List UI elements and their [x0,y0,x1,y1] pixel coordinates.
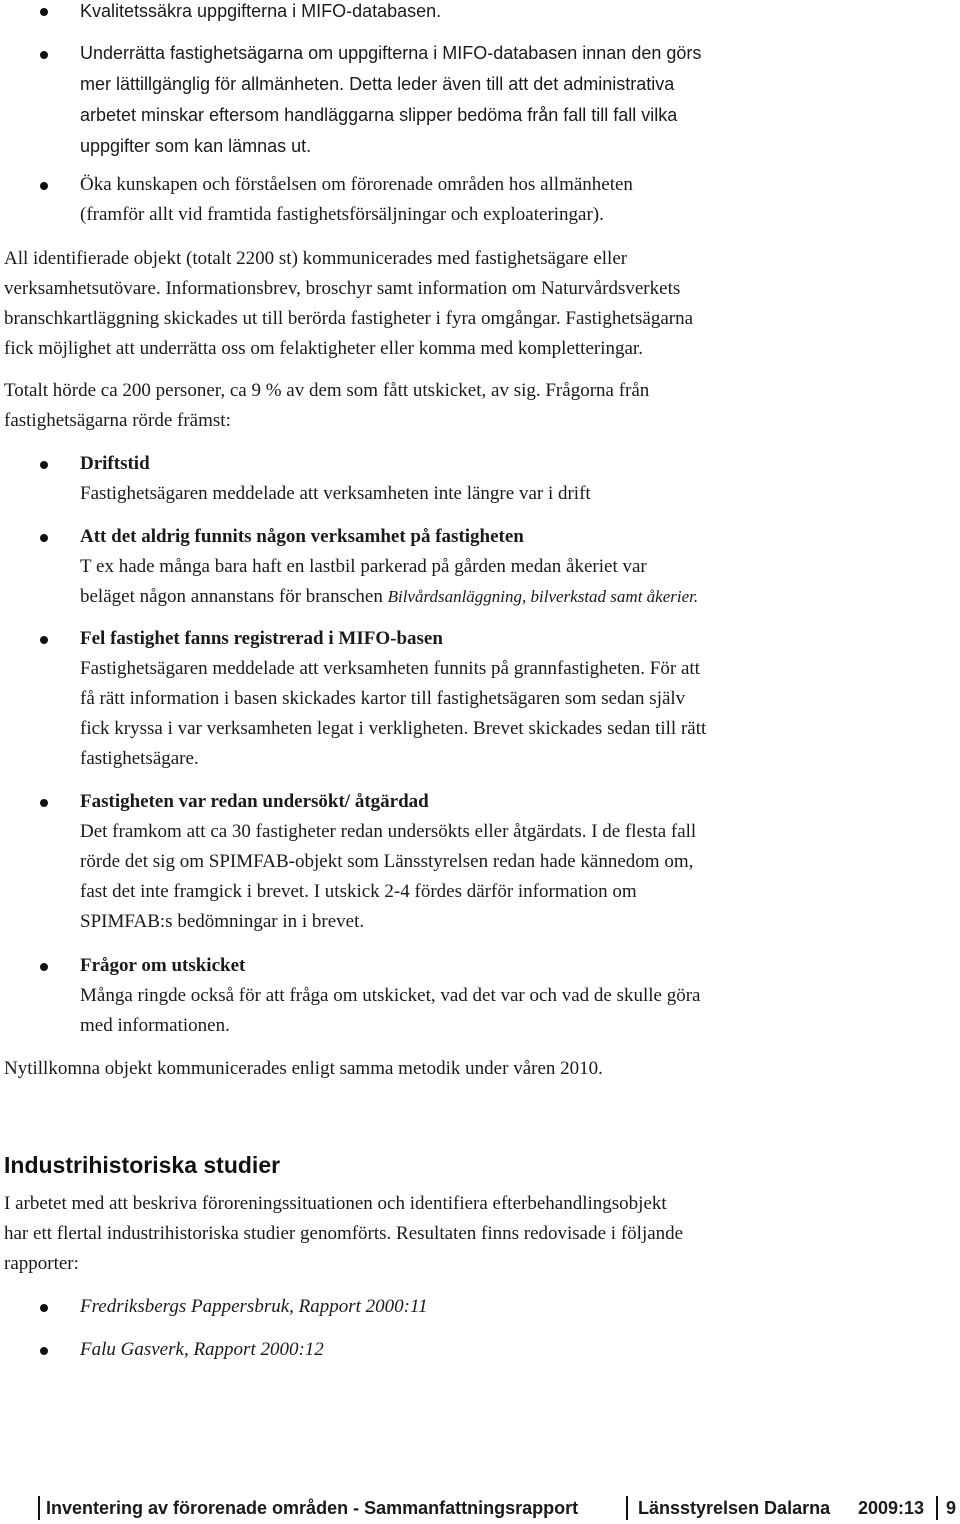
bullet-icon [40,963,48,971]
topic-line: SPIMFAB:s bedömningar in i brevet. [80,911,365,932]
paragraph-new-objects: Nytillkomna objekt kommunicerades enligt samma metodik under våren 2010. [4,1058,603,1079]
topic-item [80,951,700,1041]
paragraph-line: verksamhetsutövare. Informationsbrev, broschyr samt information om Naturvårdsverkets [4,278,681,299]
list-item [80,0,441,26]
section-paragraph [4,1189,683,1279]
bullet-icon [40,461,48,469]
list-item [80,38,701,162]
topic-line [80,582,698,612]
bullet-icon [40,636,48,644]
report-item: Falu Gasverk, Rapport 2000:12 [80,1339,324,1360]
bullet-icon [40,51,48,59]
topic-item [80,787,696,937]
topic-line: fastighetsägare. [80,748,199,769]
page-number: 9 [946,1498,957,1518]
report-item: Fredriksbergs Pappersbruk, Rapport 2000:11 [80,1296,428,1317]
footer-org: Länsstyrelsen Dalarna [638,1498,831,1518]
paragraph-line: fick möjlighet att underrätta oss om felaktigheter eller komma med kompletteringar. [4,338,643,359]
bullet-icon [40,1347,48,1355]
topic-line: Det framkom att ca 30 fastigheter redan undersökts eller åtgärdats. I de flesta fall [80,821,697,842]
list-item-line: uppgifter som kan lämnas ut. [80,136,312,156]
topic-line: Många ringde också för att fråga om utskicket, vad det var och vad de skulle göra [80,985,701,1006]
topic-line-text: beläget någon annanstans för branschen [80,586,388,607]
bullet-icon [40,1304,48,1312]
topic-line: rörde det sig om SPIMFAB-objekt som Länsstyrelsen redan hade kännedom om, [80,851,694,872]
topic-item [80,624,706,774]
topic-title: Frågor om utskicket [80,955,246,976]
topic-line: fast det inte framgick i brevet. I utskick 2-4 fördes därför information om [80,881,637,902]
topic-title: Fastigheten var redan undersökt/ åtgärdad [80,791,429,812]
list-item-line: Underrätta fastighetsägarna om uppgifterna i MIFO-databasen innan den görs [80,43,702,63]
bullet-icon [40,799,48,807]
paragraph-line: fastighetsägarna rörde främst: [4,410,231,431]
topic-line: med informationen. [80,1015,230,1036]
topic-line-italic: Bilvårdsanläggning, bilverkstad samt åkerier. [387,587,699,606]
topic-line: Fastighetsägaren meddelade att verksamheten funnits på grannfastigheten. För att [80,658,700,679]
paragraph-line: I arbetet med att beskriva föroreningssituationen och identifiera efterbehandlingsobjekt [4,1193,667,1214]
list-item [80,170,633,230]
paragraph-line: Totalt hörde ca 200 personer, ca 9 % av dem som fått utskicket, av sig. Frågorna från [4,380,650,401]
section-heading: Industrihistoriska studier [4,1152,281,1178]
list-item-line: arbetet minskar eftersom handläggarna slipper bedöma från fall till fall vilka [80,105,678,125]
topic-title: Fel fastighet fanns registrerad i MIFO-basen [80,628,443,649]
paragraph-line: rapporter: [4,1253,79,1274]
topic-item [80,449,591,509]
bullet-icon [40,8,48,16]
topic-title: Att det aldrig funnits någon verksamhet på fastigheten [80,526,524,547]
footer-report-number: 2009:13 [858,1498,925,1518]
list-item-line: Öka kunskapen och förståelsen om förorenade områden hos allmänheten [80,174,633,195]
footer-divider [626,1496,628,1520]
paragraph-line: branschkartläggning skickades ut till berörda fastigheter i fyra omgångar. Fastighetsägarna [4,308,694,329]
topic-line: fick kryssa i var verksamheten legat i verkligheten. Brevet skickades sedan till rätt [80,718,707,739]
list-item-line: mer lättillgänglig för allmänheten. Detta leder även till att det administrativa [80,74,675,94]
bullet-icon [40,182,48,190]
footer-divider [936,1496,938,1520]
list-item-line: Kvalitetssäkra uppgifterna i MIFO-databasen. [80,1,442,21]
footer-divider [38,1496,40,1520]
list-item-line: (framför allt vid framtida fastighetsförsäljningar och exploateringar). [80,204,604,225]
topic-line: få rätt information i basen skickades kartor till fastighetsägaren som sedan själv [80,688,686,709]
footer-title: Inventering av förorenade områden - Sammanfattningsrapport [46,1498,579,1518]
topic-item [80,522,698,612]
paragraph-responses [4,376,649,436]
paragraph-line: All identifierade objekt (totalt 2200 st) kommunicerades med fastighetsägare eller [4,248,628,269]
topic-line: Fastighetsägaren meddelade att verksamheten inte längre var i drift [80,483,591,504]
paragraph-identified-objects [4,244,693,364]
paragraph-line: har ett flertal industrihistoriska studier genomförts. Resultaten finns redovisade i följande [4,1223,684,1244]
topic-title: Driftstid [80,453,150,474]
topic-line: T ex hade många bara haft en lastbil parkerad på gården medan åkeriet var [80,556,647,577]
bullet-icon [40,534,48,542]
